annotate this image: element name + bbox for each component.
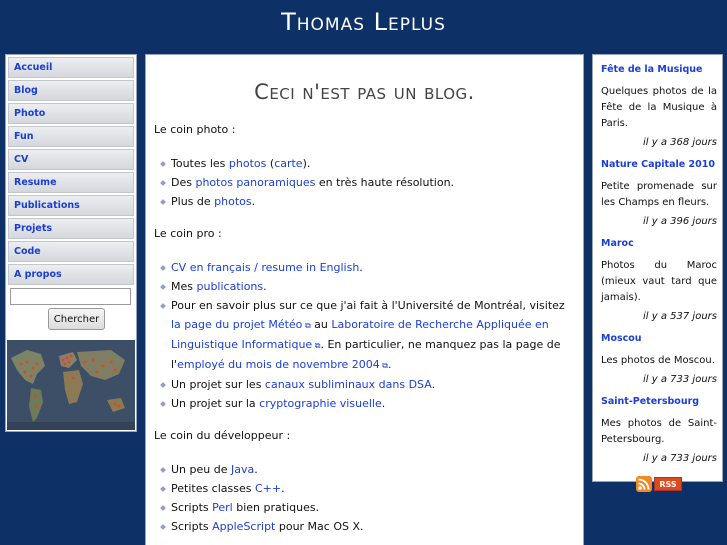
rss-feed-link[interactable]: [601, 475, 717, 493]
perl-link[interactable]: Perl: [212, 501, 233, 514]
search-input[interactable]: [10, 288, 131, 305]
text: au: [310, 318, 332, 331]
site-title: Thomas Leplus: [281, 8, 446, 36]
news-date: il y a 396 jours: [643, 216, 717, 227]
photos-link[interactable]: photos: [228, 157, 267, 170]
news-description: Mes photos de Saint-Petersbourg.: [601, 418, 717, 445]
search-button[interactable]: Chercher: [48, 308, 105, 330]
main-content: [145, 54, 584, 545]
external-link-icon: ⧉: [312, 341, 321, 350]
news-title-saint-petersbourg[interactable]: Saint-Petersbourg: [601, 396, 700, 407]
section-dev-label: Le coin du développeur :: [154, 429, 291, 442]
cpp-link[interactable]: C++: [255, 482, 282, 495]
world-map-thumbnail[interactable]: [7, 340, 135, 430]
text: Scripts: [171, 520, 213, 533]
nav-item-photo[interactable]: Photo: [8, 103, 134, 124]
photo-list: [154, 154, 575, 211]
news-date: il y a 733 jours: [643, 453, 717, 464]
nav-item-code[interactable]: Code: [8, 241, 134, 262]
news-title-fete-musique[interactable]: Fête de la Musique: [601, 64, 703, 75]
nav-item-blog[interactable]: Blog: [8, 80, 134, 101]
nav-item-resume[interactable]: Resume: [8, 172, 134, 193]
text: Pour en savoir plus sur ce que j'ai fait à l'Université de Montréal, visitez: [171, 299, 565, 312]
news-description: Petite promenade sur les Champs en fleurs.: [601, 181, 717, 208]
text: (: [266, 157, 275, 170]
nav-item-accueil[interactable]: Accueil: [8, 57, 134, 78]
news-title-moscou[interactable]: Moscou: [601, 333, 642, 344]
text: Mes: [171, 280, 197, 293]
list-item: [160, 394, 575, 413]
external-link-icon: ⧉: [302, 321, 311, 330]
text: .: [251, 195, 256, 208]
list-item: [160, 479, 575, 498]
news-date: il y a 537 jours: [643, 311, 717, 322]
rali-link[interactable]: Laboratoire de Recherche Appliquée en Linguistique Informatique: [171, 318, 549, 351]
text: . En particulier, ne manquez pas la page de l': [171, 338, 561, 371]
nav-item-fun[interactable]: Fun: [8, 126, 134, 147]
nav-item-cv[interactable]: CV: [8, 149, 134, 170]
list-item: [160, 173, 575, 192]
java-link[interactable]: Java: [230, 463, 255, 476]
text: .: [254, 463, 258, 476]
news-date: il y a 733 jours: [643, 374, 717, 385]
news-title-nature-capitale[interactable]: Nature Capitale 2010: [601, 159, 715, 170]
text: .: [263, 280, 267, 293]
list-item: [160, 192, 575, 211]
list-item: [160, 517, 575, 536]
text: bien pratiques.: [232, 501, 320, 514]
text: pour Mac OS X.: [275, 520, 364, 533]
news-title-maroc[interactable]: Maroc: [601, 238, 634, 249]
section-photo-label: Le coin photo :: [154, 123, 236, 136]
meteo-project-link[interactable]: la page du projet Météo: [171, 318, 303, 331]
nav-item-a-propos[interactable]: A propos: [8, 264, 134, 285]
news-date: il y a 368 jours: [643, 137, 717, 148]
text: Plus de: [171, 195, 215, 208]
news-description: Quelques photos de la Fête de la Musique à Paris.: [601, 86, 717, 129]
text: Toutes les: [171, 157, 229, 170]
list-item: [160, 375, 575, 394]
visual-crypto-link[interactable]: cryptographie visuelle: [259, 397, 382, 410]
world-map-image: [7, 340, 135, 430]
text: en très haute résolution.: [315, 176, 455, 189]
text: Un projet sur les: [171, 378, 265, 391]
rss-badge: RSS: [654, 477, 681, 491]
applescript-link[interactable]: AppleScript: [212, 520, 276, 533]
news-description: Les photos de Moscou.: [601, 355, 715, 366]
list-item: [160, 460, 575, 479]
dev-list: [154, 460, 575, 536]
pro-list: [154, 258, 575, 413]
list-item: [160, 498, 575, 517]
list-item: [160, 277, 575, 296]
text: .: [359, 261, 363, 274]
text: Scripts: [171, 501, 213, 514]
panoramic-photos-link[interactable]: photos panoramiques: [195, 176, 316, 189]
external-link-icon: ⧉: [379, 361, 389, 370]
news-description: Photos du Maroc (mieux vaut tard que jamais).: [601, 260, 717, 303]
employee-of-month-link[interactable]: employé du mois de novembre 2004: [177, 358, 380, 371]
more-photos-link[interactable]: photos: [214, 195, 252, 208]
page-title: Ceci n'est pas un blog.: [254, 80, 475, 104]
cv-link[interactable]: CV en français / resume in English: [171, 261, 360, 274]
text: .: [431, 378, 436, 391]
list-item: [160, 258, 575, 277]
text: Petites classes: [171, 482, 255, 495]
section-pro-label: Le coin pro :: [154, 227, 222, 240]
text: Un peu de: [171, 463, 231, 476]
dsa-link[interactable]: canaux subliminaux dans DSA: [264, 378, 432, 391]
text: ).: [302, 157, 311, 170]
list-item: [160, 296, 575, 375]
news-sidebar: [592, 54, 723, 489]
text: Un projet sur la: [171, 397, 260, 410]
text: .: [381, 397, 386, 410]
nav-item-projets[interactable]: Projets: [8, 218, 134, 239]
text: .: [281, 482, 285, 495]
left-navigation: [5, 54, 137, 432]
text: .: [388, 358, 392, 371]
list-item: [160, 154, 575, 173]
rss-icon: [636, 476, 652, 492]
publications-link[interactable]: publications: [196, 280, 264, 293]
carte-link[interactable]: carte: [274, 157, 303, 170]
nav-item-publications[interactable]: Publications: [8, 195, 134, 216]
text: Des: [171, 176, 196, 189]
